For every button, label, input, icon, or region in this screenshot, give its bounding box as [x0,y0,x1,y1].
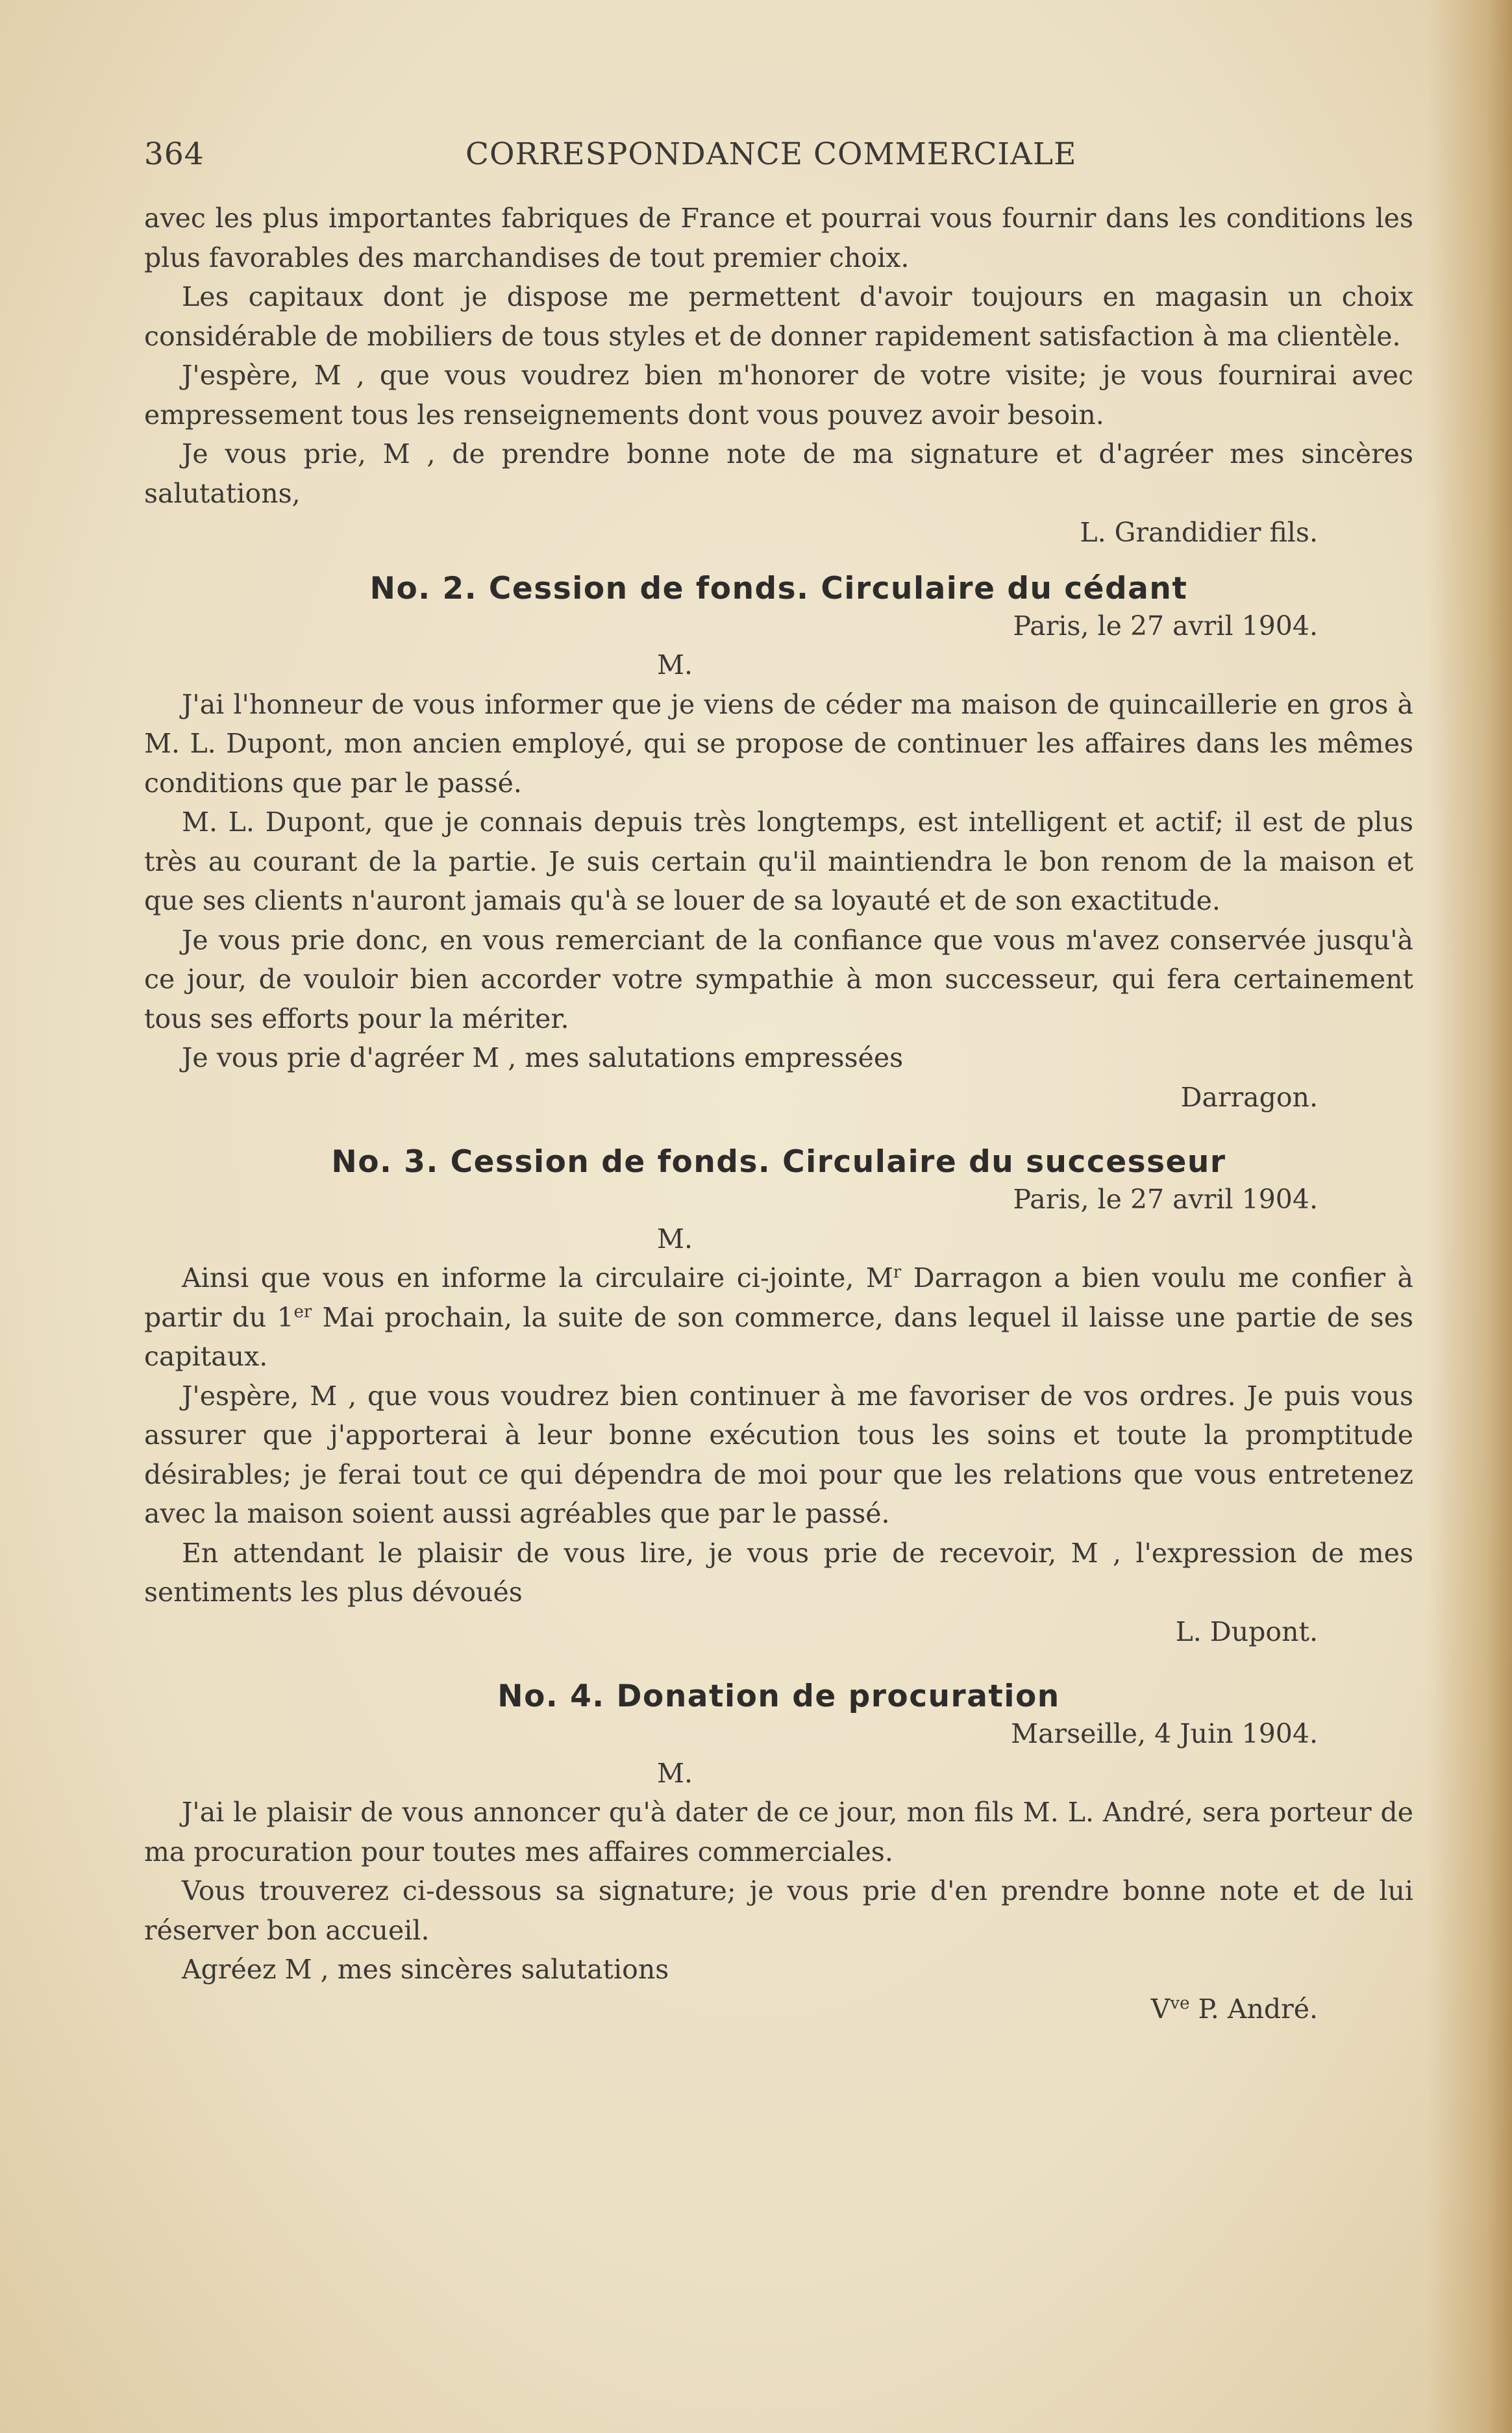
letter-date: Paris, le 27 avril 1904. [1013,610,1318,642]
page-number: 364 [144,136,204,172]
running-header [144,136,1413,175]
paragraph: En attendant le plaisir de vous lire, je vous prie de recevoir, M , l'expression de mes sentiments les plus dévoués [144,1537,1413,1608]
paragraph: Je vous prie donc, en vous remerciant de la confiance que vous m'avez conservée jusqu'à ce jour, de vouloir bien accorder votre sympathie à mon successeur, qui fera certainement tous ses efforts pour la mériter. [144,924,1413,1034]
paragraph: avec les plus importantes fabriques de France et pourrai vous fournir dans les conditions les plus favorables des marchandises de tout premier choix. [144,203,1413,273]
signature: $V^{ve}$ P. André. [1150,1993,1318,2025]
letter-salutation: M. [657,649,693,680]
letter-procuration [144,1678,1413,2028]
section-heading: No. 3. Cession de fonds. Circulaire du successeur [331,1144,1226,1180]
paragraph: J'espère, M , que vous voudrez bien m'honorer de votre visite; je vous fournirai avec empressement tous les renseignements dont vous pouvez avoir besoin. [144,360,1413,430]
paragraph: J'ai l'honneur de vous informer que je viens de céder ma maison de quincaillerie en gros à M. L. Dupont, mon ancien employé, qui se propose de continuer les affaires dans les mêmes conditions que par le passé. [144,688,1413,799]
paragraph: J'espère, M , que vous voudrez bien continuer à me favoriser de vos ordres. Je puis vous assurer que j'apporterai à leur bonne exécution tous les soins et toute la promptitude désirables; je ferai tout ce qui dépendra de moi pour que les relations que vous entretenez avec la maison soient aussi agréables que par le passé. [144,1380,1413,1529]
signature: L. Dupont. [1175,1616,1318,1647]
page-content [144,136,1413,2028]
paragraph: Les capitaux dont je dispose me permettent d'avoir toujours en magasin un choix considérable de mobiliers de tous styles et de donner rapidement satisfaction à ma clientèle. [144,281,1413,352]
letter-salutation: M. [657,1757,693,1789]
letter-salutation: M. [657,1223,693,1254]
letter-grandidier [144,199,1413,553]
paragraph: Agréez M , mes sincères salutations [182,1954,669,1985]
paragraph: Vous trouverez ci-dessous sa signature; je vous prie d'en prendre bonne note et de lui réserver bon accueil. [144,1875,1413,1946]
paragraph: Je vous prie, M , de prendre bonne note de ma signature et d'agréer mes sincères salutations, [144,438,1413,509]
letter-date: Marseille, 4 Juin 1904. [1011,1718,1318,1749]
page-edge-shadow [1428,0,1512,2433]
letter-cession-successeur [144,1144,1413,1651]
signature: Darragon. [1180,1081,1318,1113]
section-heading: No. 4. Donation de procuration [497,1678,1060,1714]
paragraph: J'ai le plaisir de vous annoncer qu'à dater de ce jour, mon fils M. L. André, sera porteur de ma procuration pour toutes mes affaires commerciales. [144,1797,1413,1867]
signature: L. Grandidier fils. [1080,517,1318,548]
letter-cession-cedant [144,571,1413,1117]
letter-date: Paris, le 27 avril 1904. [1013,1184,1318,1215]
paragraph: Je vous prie d'agréer M , mes salutations empressées [182,1042,904,1073]
paragraph: M. L. Dupont, que je connais depuis très longtemps, est intelligent et actif; il est de plus très au courant de la partie. Je suis certain qu'il maintiendra le bon renom de la maison et que ses clients n'auront jamais qu'à se louer de sa loyauté et de son exactitude. [144,806,1413,916]
section-heading: No. 2. Cession de fonds. Circulaire du cédant [369,570,1188,606]
running-title: CORRESPONDANCE COMMERCIALE [465,136,1077,172]
paragraph: Ainsi que vous en informe la circulaire ci-jointe, $M^r$ Darragon a bien voulu me confier à partir du 1er Mai prochain, la suite de son commerce, dans lequel il laisse une partie de ses capitaux. [144,1262,1413,1372]
